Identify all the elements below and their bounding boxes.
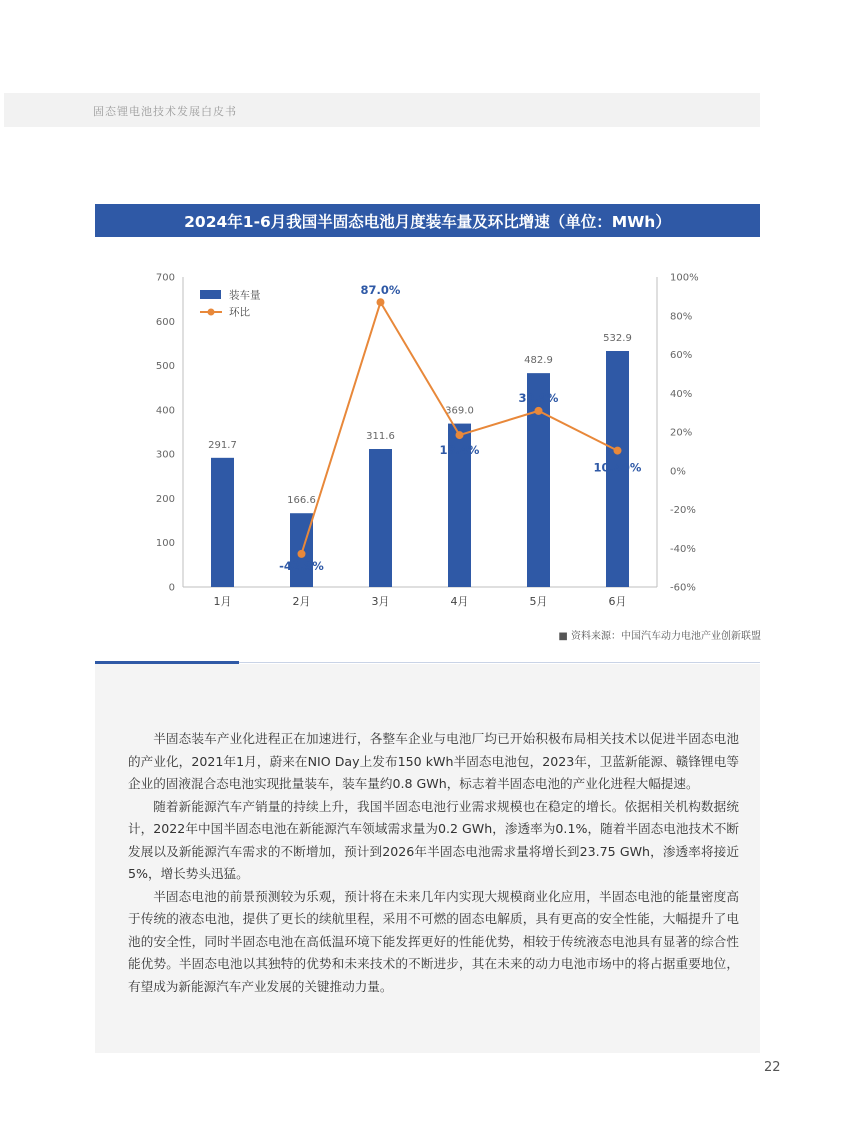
x-tick-label: 6月 — [608, 595, 627, 608]
y-right-tick-label: -60% — [670, 582, 696, 594]
chart-title: 2024年1-6月我国半固态电池月度装车量及环比增速（单位：MWh） — [95, 204, 760, 237]
y-left-tick-label: 0 — [168, 582, 175, 594]
line-data-label: -42.9% — [279, 558, 324, 573]
line-data-label: 87.0% — [360, 283, 401, 298]
line-point — [377, 298, 385, 306]
y-right-tick-label: 100% — [670, 272, 699, 284]
paragraph-3: 半固态电池的前景预测较为乐观，预计将在未来几年内实现大规模商业化应用，半固态电池的能量密度高于传统的液态电池，提供了更长的续航里程，采用不可燃的固态电解质，具有更高的安全性能，大幅提升了电池的安全性，同时半固态电池在高低温环境下能发挥更好的性能优势，相较于传统液态电池具有显著的综合性能优势。半固态电池以其独特的优势和未来技术的不断进步，其在未来的动力电池市场中的将占据重要地位，有望成为新能源汽车产业发展的关键推动力量。 — [128, 888, 739, 994]
x-tick-label: 1月 — [213, 595, 232, 608]
line-data-label: 30.9% — [518, 390, 559, 405]
line-data-label: 18.4% — [439, 443, 480, 458]
y-left-tick-label: 400 — [155, 405, 175, 417]
bar — [369, 449, 392, 587]
y-left-tick-label: 500 — [155, 361, 175, 373]
y-right-tick-label: 40% — [670, 388, 693, 400]
y-left-tick-label: 200 — [155, 493, 175, 505]
bar-data-label: 166.6 — [287, 495, 316, 507]
x-tick-label: 3月 — [371, 595, 390, 608]
y-right-tick-label: -40% — [670, 543, 696, 555]
paragraph-2: 随着新能源汽车产销量的持续上升，我国半固态电池行业需求规模也在稳定的增长。依据相关机构数据统计，2022年中国半固态电池在新能源汽车领域需求量为0.2 GWh，渗透率为0.1%，随着半固态电池技术不断发展以及新能源汽车需求的不断增加，预计到2026年半固态电池需求量将增长到23.75 GWh，渗透率将接近5%，增长势头迅猛。 — [128, 798, 739, 881]
running-title: 固态锂电池技术发展白皮书 — [93, 105, 237, 118]
bar-data-label: 291.7 — [208, 439, 237, 451]
bar — [211, 458, 234, 587]
body-text — [128, 728, 739, 998]
legend-swatch-point — [208, 309, 215, 316]
y-left-tick-label: 600 — [155, 316, 175, 328]
bar-data-label: 369.0 — [445, 405, 474, 417]
source-note: ■ 资料来源：中国汽车动力电池产业创新联盟 — [558, 631, 761, 642]
x-tick-label: 5月 — [529, 595, 548, 608]
y-left-tick-label: 300 — [155, 449, 175, 461]
bar-data-label: 311.6 — [366, 431, 395, 443]
line-data-label: 10.40% — [593, 460, 642, 475]
legend-label-line: 环比 — [229, 306, 250, 319]
x-tick-label: 2月 — [292, 595, 311, 608]
legend-swatch-bar — [200, 290, 221, 299]
y-right-tick-label: 0% — [670, 466, 686, 478]
divider-line — [239, 662, 760, 663]
y-left-tick-label: 700 — [155, 272, 175, 284]
bar-data-label: 532.9 — [603, 333, 632, 345]
y-right-tick-label: 60% — [670, 350, 693, 361]
line-point — [456, 431, 464, 439]
y-left-tick-label: 100 — [155, 538, 175, 550]
x-tick-label: 4月 — [450, 595, 469, 608]
line-point — [614, 447, 622, 455]
line-point — [298, 550, 306, 558]
bar — [527, 373, 550, 587]
legend-label-bar: 装车量 — [229, 289, 261, 302]
y-right-tick-label: -20% — [670, 505, 696, 516]
page-number: 22 — [764, 1060, 781, 1075]
y-right-tick-label: 80% — [670, 311, 693, 323]
paragraph-1: 半固态装车产业化进程正在加速进行，各整车企业与电池厂均已开始积极布局相关技术以促进半固态电池的产业化，2021年1月，蔚来在NIO Day上发布150 kWh半固态电池包，2023年，卫蓝新能源、赣锋锂电等企业的固液混合态电池实现批量装车，装车量约0.8 GWh，标志着半固态电池的产业化进程大幅提速。 — [128, 731, 739, 791]
y-right-tick-label: 20% — [670, 427, 693, 439]
line-point — [535, 407, 543, 415]
bar-data-label: 482.9 — [524, 355, 553, 367]
